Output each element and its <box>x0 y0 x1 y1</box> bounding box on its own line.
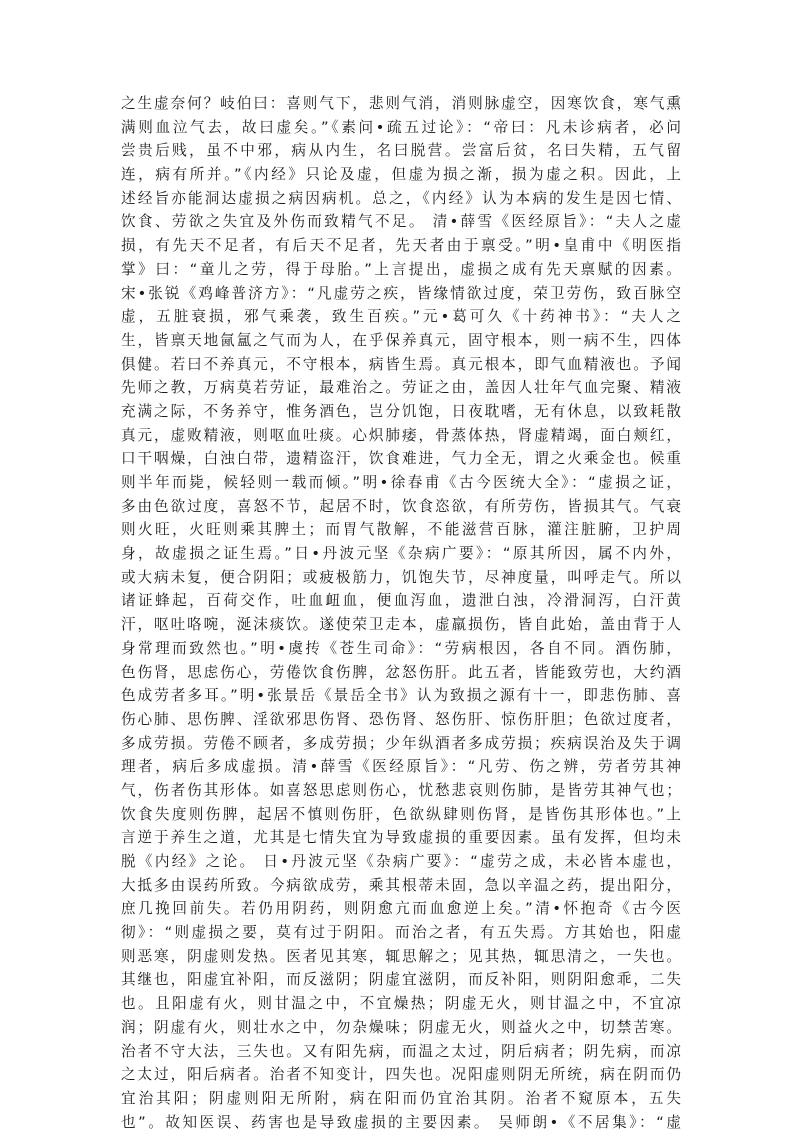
text-line: 气，伤者伤其形体。如喜怒思虑则伤心，忧愁悲哀则伤肺，是皆劳其神气也； <box>121 781 681 799</box>
text-line: 口干咽燥，白浊白带，遗精盗汗，饮食难进，气力全无，谓之火乘金也。候重 <box>121 450 681 468</box>
text-line: 也”。故知医误、药害也是导致虚损的主要因素。 吴师朗•《不居集》：“虚 <box>121 1113 681 1131</box>
text-line: 或大病未复，便合阴阳；或疲极筋力，饥饱失节，尽神度量，叫呼走气。所以 <box>121 568 681 586</box>
text-line: 彻》：“则虚损之要，莫有过于阴阳。而治之者，有五失焉。方其始也，阳虚 <box>121 924 681 942</box>
text-line: 汗，呕吐咯啘，涎沫痰饮。遂使荣卫走本，虚羸损伤，皆自此始，盖由背于人 <box>121 616 681 634</box>
text-line: 满则血泣气去，故曰虚矣。”《素问•疏五过论》：“帝曰：凡未诊病者，必问 <box>121 118 681 136</box>
text-line: 脱《内经》之论。 日•丹波元坚《杂病广要》：“虚劳之成，未必皆本虚也， <box>121 853 681 870</box>
text-line: 其继也，阳虚宜补阳，而反滋阴；阴虚宜滋阴，而反补阳，则阴阳愈乖，二失 <box>121 971 681 989</box>
text-line: 先师之教，万病莫若劳证，最难治之。劳证之由，盖因人壮年气血完聚、精液 <box>121 379 681 397</box>
text-line: 俱健。若曰不养真元，不守根本，病皆生焉。真元根本，即气血精液也。予闻 <box>121 355 681 373</box>
text-line: 连，病有所并。”《内经》只论及虚，但虚为损之渐，损为虚之积。因此，上 <box>121 166 681 184</box>
text-line: 述经旨亦能洞达虚损之病因病机。总之，《内经》认为本病的发生是因七情、 <box>121 189 681 207</box>
text-line: 掌》曰：“童儿之劳，得于母胎。”上言提出，虚损之成有先天禀赋的因素。 <box>121 260 681 278</box>
text-line: 身，故虚损之证生焉。”日•丹波元坚《杂病广要》：“原其所因，属不内外， <box>121 545 681 563</box>
text-line: 损，有先天不足者，有后天不足者，先天者由于禀受。”明•皇甫中《明医指 <box>121 237 681 255</box>
text-line: 色伤肾，思虑伤心，劳倦饮食伤脾，忿怒伤肝。此五者，皆能致劳也，大约酒 <box>121 663 681 681</box>
text-line: 多成劳损。劳倦不顾者，多成劳损；少年纵酒者多成劳损；疾病误治及失于调 <box>121 734 681 752</box>
text-line: 则恶寒，阴虚则发热。医者见其寒，辄思解之；见其热，辄思清之，一失也。 <box>121 947 681 965</box>
text-line: 则火旺，火旺则乘其脾土；而胃气散解，不能滋营百脉，灌注脏腑，卫护周 <box>121 521 681 539</box>
text-line: 诸证蜂起，百荷交作，吐血衄血，便血泻血，遗泄白浊，冷滑洞泻，白汗黄 <box>121 592 681 610</box>
text-line: 饮食失度则伤脾，起居不慎则伤肝，色欲纵肆则伤肾，是皆伤其形体也。”上 <box>121 805 681 823</box>
text-line: 多由色欲过度，喜怒不节，起居不时，饮食恣欲，有所劳伤，皆损其气。气衰 <box>121 497 681 515</box>
text-line: 尝贵后贱，虽不中邪，病从内生，名曰脱营。尝富后贫，名曰失精，五气留 <box>121 142 681 160</box>
text-line: 伤心肺、思伤脾、淫欲邪思伤肾、恐伤肾、怒伤肝、惊伤肝胆；色欲过度者， <box>121 710 681 728</box>
text-line: 生，皆禀天地氤氲之气而为人，在乎保养真元，固守根本，则一病不生，四体 <box>121 331 681 349</box>
text-line: 充满之际，不务养守，惟务酒色，岂分饥饱，日夜耽嗜，无有休息，以致耗散 <box>121 402 681 420</box>
text-line: 色成劳者多耳。”明•张景岳《景岳全书》认为致损之源有十一，即悲伤肺、喜 <box>121 687 681 705</box>
body-text <box>121 92 681 1134</box>
text-line: 之太过，阳后病者。治者不知变计，四失也。况阳虚则阴无所统，病在阴而仍 <box>121 1066 681 1084</box>
text-line: 也。且阳虚有火，则甘温之中，不宜燥热；阴虚无火，则甘温之中，不宜凉 <box>121 995 681 1013</box>
text-line: 虚，五脏衰损，邪气乘袭，致生百疾。”元•葛可久《十药神书》：“夫人之 <box>121 308 681 326</box>
text-line: 身常理而致然也。”明•虞抟《苍生司命》：“劳病根因，各自不同。酒伤肺， <box>121 639 681 657</box>
text-line: 大抵多由误药所致。今病欲成劳，乘其根蒂未固，急以辛温之药，提出阳分， <box>121 876 681 894</box>
text-line: 言逆于养生之道，尤其是七情失宜为导致虚损的重要因素。虽有发挥，但均未 <box>121 829 681 847</box>
text-line: 治者不守大法，三失也。又有阳先病，而温之太过，阴后病者；阴先病，而凉 <box>121 1042 681 1060</box>
text-line: 理者，病后多成虚损。清•薛雪《医经原旨》：“凡劳、伤之辨，劳者劳其神 <box>121 758 681 776</box>
text-line: 宜治其阳；阴虚则阳无所附，病在阳而仍宜治其阴。治者不窥原本，五失 <box>121 1089 681 1107</box>
text-line: 润；阴虚有火，则壮水之中，勿杂燥味；阴虚无火，则益火之中，切禁苦寒。 <box>121 1018 681 1036</box>
text-line: 之生虚奈何？岐伯曰：喜则气下，悲则气消，消则脉虚空，因寒饮食，寒气熏 <box>121 95 681 112</box>
text-line: 宋•张锐《鸡峰普济方》：“凡虚劳之疾，皆缘情欲过度，荣卫劳伤，致百脉空 <box>121 284 681 302</box>
text-line: 则半年而毙，候轻则一载而倾。”明•徐春甫《古今医统大全》：“虚损之证， <box>121 474 681 491</box>
text-line: 庶几挽回前失。若仍用阴药，则阴愈亢而血愈逆上矣。”清•怀抱奇《古今医 <box>121 900 681 918</box>
text-line: 真元，虚败精液，则呕血吐痰。心炽肺痿，骨蒸体热，肾虚精竭，面白颊红， <box>121 426 681 444</box>
text-line: 饮食、劳欲之失宜及外伤而致精气不足。 清•薛雪《医经原旨》：“夫人之虚 <box>121 213 681 231</box>
